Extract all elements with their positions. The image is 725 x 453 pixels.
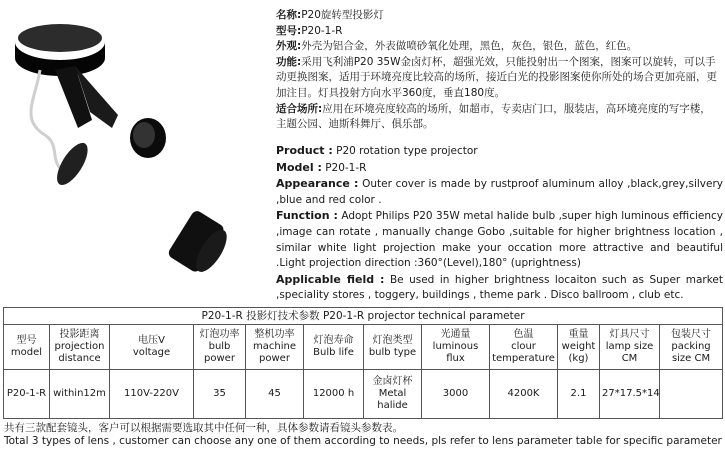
table-cell: within12m	[50, 370, 110, 419]
appearance-label-en: Appearance :	[276, 177, 359, 191]
table-header-row	[4, 325, 723, 370]
product-value: P20 rotation type projector	[336, 145, 478, 157]
table-cell: 金卤灯杯 Metal halide	[364, 370, 422, 419]
function-value-en: Adopt Philips P20 35W metal halide bulb ,super high luminous efficiency ,image can rotate , manually change Gobo ,suitable for higher brightness location , similar white light projection make your occation more attractive and beautiful .Light projection direction :360°(Level),180° (uprightness)	[276, 210, 723, 270]
projector-product-image	[0, 0, 270, 290]
header-cell: 重量 weight (kg)	[558, 325, 600, 370]
header-cell: 灯泡功率 bulb power	[194, 325, 246, 370]
appearance-value-en: Outer cover is made by rustproof aluminum alloy ,black,grey,silvery ,blue and red color .	[276, 178, 723, 206]
header-cell: 投影距离 projection distance	[50, 325, 110, 370]
header-cell: 色温 clour temperature	[490, 325, 558, 370]
table-caption: P20-1-R 投影灯技术参数 P20-1-R projector technical parameter	[4, 308, 723, 325]
table-cell: 110V-220V	[110, 370, 194, 419]
header-cell: 电压V voltage	[110, 325, 194, 370]
lens-note-cn: 共有三款配套镜头，客户可以根据需要选取其中任何一种，具体参数请看镜头参数表。	[4, 422, 403, 434]
header-cell: 整机功率 machine power	[246, 325, 304, 370]
english-description	[276, 143, 723, 304]
header-cell: 型号 model	[4, 325, 50, 370]
table-cell: 45	[246, 370, 304, 419]
table-cell: 3000	[422, 370, 490, 419]
table-cell: 4200K	[490, 370, 558, 419]
table-cell: 27*17.5*14	[600, 370, 660, 419]
table-cell: 2.1	[558, 370, 600, 419]
applicable-value: 应用在环境亮度较高的场所，如超市，专卖店门口，服装店，高环境亮度的写字楼，主题公园、迪斯科舞厅、俱乐部。	[276, 102, 711, 131]
header-cell: 光通量 luminous flux	[422, 325, 490, 370]
function-value: 采用飞利浦P20 35W金卤灯杯，超强光效，只能投射出一个图案，图案可以旋转，可以手动更换图案，适用于环境亮度比较高的场所，接近白光的投影图案使你所处的场合更加亮丽，更加注目。灯具投射方向水平360度，垂直180度。	[276, 55, 717, 99]
function-label: 功能:	[276, 55, 302, 68]
function-label-en: Function :	[276, 209, 338, 223]
lens-note-en: Total 3 types of lens , customer can choose any one of them according to needs, pls refer to lens parameter table for specific parameter	[4, 435, 722, 447]
model-label: 型号:	[276, 24, 302, 37]
header-cell: 灯泡寿命 Bulb life	[304, 325, 364, 370]
chinese-description	[276, 8, 721, 133]
technical-parameter-table	[3, 307, 723, 419]
applicable-label-en: Applicable field :	[276, 272, 385, 286]
applicable-value-en: Be used in higher brightness locaiton such as Super market ,speciality stores , toggery, buildings , theme park . Disco ballroom , club etc.	[276, 273, 723, 302]
appearance-label: 外观:	[276, 40, 302, 53]
table-cell: P20-1-R	[4, 370, 50, 419]
header-cell: 灯具尺寸 lamp size CM	[600, 325, 660, 370]
table-cell: 35	[194, 370, 246, 419]
name-label: 名称:	[276, 9, 302, 21]
header-cell: 包装尺寸 packing size CM	[660, 325, 723, 370]
table-cell: 12000 h	[304, 370, 364, 419]
applicable-label: 适合场所:	[276, 102, 323, 115]
header-cell: 灯泡类型 bulb type	[364, 325, 422, 370]
table-cell	[660, 370, 723, 419]
model-value-en: P20-1-R	[325, 161, 367, 174]
product-label: Product :	[276, 144, 333, 157]
table-row	[4, 370, 723, 419]
model-label-en: Model :	[276, 160, 322, 174]
appearance-value: 外壳为铝合金，外表做喷砂氧化处理，黑色，灰色，银色，蓝色，红色。	[301, 40, 638, 53]
model-value: P20-1-R	[301, 24, 343, 37]
name-value: P20旋转型投影灯	[301, 9, 384, 21]
